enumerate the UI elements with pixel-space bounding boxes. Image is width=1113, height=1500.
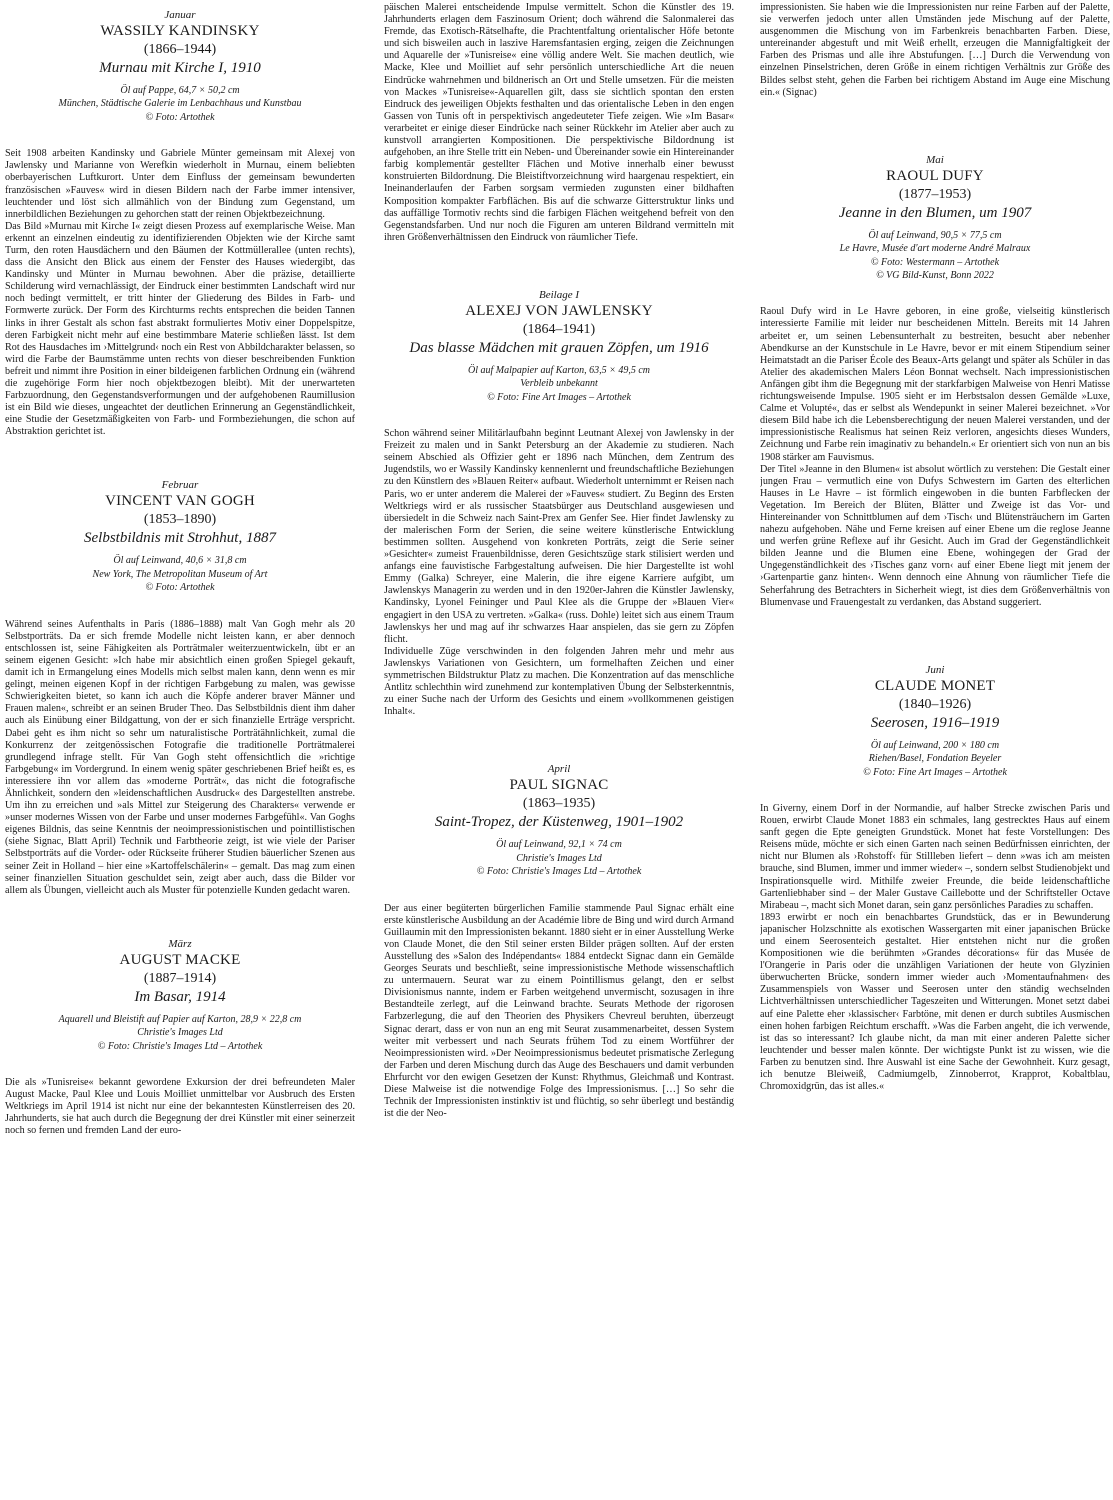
- photo-credit: © Foto: Fine Art Images – Artothek: [863, 766, 1007, 778]
- artist-dates: (1866–1944): [143, 42, 217, 57]
- artwork-medium: Öl auf Malpapier auf Karton, 63,5 × 49,5 cm: [467, 364, 651, 376]
- photo-credit: © Foto: Artothek: [145, 582, 215, 594]
- artwork-location: Riehen/Basel, Fondation Beyeler: [868, 753, 1002, 765]
- body-paragraph: In Giverny, einem Dorf in der Normandie, auf halber Strecke zwischen Paris und Rouen, erwirbt Claude Monet 1883 ein schmales, lang gestrecktes Haus auf einem sanft gegen die Epte geneigten Grundstück. Monet hat feste Vorstellungen: Des Reisens müde, möchte er sich einen Garten nach seinen Bedürfnissen einrichten, der nicht nur Blumen als ›Rohstoff‹ für Stillleben liefert – denn »was ich am meisten brauche, sind Blumen, immer und immer wieder« –, sondern selbst Studienobjekt und Inspirationsquelle wird. Mithilfe zweier Freunde, die beide leidenschaftliche Gartenliebhaber sind – der Maler Gustave Caillebotte und der Schriftsteller Octave Mirabeau –, macht sich Monet daran, sein ganz persönliches Paradies zu schaffen.: [760, 802, 1110, 911]
- artist-dates: (1864–1941): [522, 321, 596, 337]
- entry-maerz: [5, 937, 355, 1053]
- entry-januar: [5, 8, 355, 124]
- artwork-location: München, Städtische Galerie im Lenbachhaus und Kunstbau: [58, 98, 302, 110]
- artist-dates: (1887–1914): [143, 970, 217, 986]
- artwork-location: Verbleib unbekannt: [520, 378, 598, 390]
- photo-credit: © Foto: Westermann – Artothek: [870, 256, 1000, 268]
- artwork-title: Das blasse Mädchen mit grauen Zöpfen, um 1916: [409, 339, 709, 356]
- body-paragraph-continued: impressionisten. Sie haben wie die Impressionisten nur reine Farben auf der Palette, sie verwerfen jedoch unter allen Umständen jede Mischung auf der Palette, ausgenommen die Mischung von im Farbenkreis benachbarten Farben. Diese, untereinander abgestuft und mit Weiß erhellt, erzeugen die Mannigfaltigkeit der Farben des Prismas und alle ihre Abstufungen. […] Durch die Verwendung von einzelnen Pinselstrichen, deren Größe in einem richtigen Verhältnis zur Größe des Bildes selbst steht, gehen die Farben bei richtigem Abstand im Auge eine Mischung ein.« (Signac): [760, 2, 1110, 98]
- artist-name: VINCENT VAN GOGH: [105, 493, 255, 510]
- artwork-title: Murnau mit Kirche I, 1910: [99, 60, 261, 76]
- column-left: [5, 0, 355, 1500]
- month-label: Mai: [926, 153, 944, 166]
- artwork-title: Jeanne in den Blumen, um 1907: [838, 204, 1032, 221]
- artwork-title: Im Basar, 1914: [134, 988, 226, 1005]
- artist-dates: (1863–1935): [522, 796, 596, 812]
- artwork-title: Selbstbildnis mit Strohhut, 1887: [84, 530, 276, 547]
- body-paragraph-continued: päischen Malerei entscheidende Impulse vermittelt. Schon die Künstler des 19. Jahrhunderts erlagen dem Faszinosum Orient; doch während die Salonmalerei das Fremde, das Exotisch-Rätselhafte, die Prachtentfaltung orientalischer Höfe betonte und sich bisweilen auch in laszive Haremsfantasien erging, zeigen die Zeichnungen und Aquarelle der »Tunisreise« eine völlig andere Welt. Sie machen deutlich, wie Macke, Klee und Moilliet auf sehr persönlich unterschiedliche Art die neuen Eindrücke wahrnehmen und bildnerisch an Ort und Stelle umsetzen. Für die meisten von Mackes »Tunisreise«-Aquarellen gilt, dass sie sichtlich spontan den ersten Eindruck des jeweiligen Objekts festhalten und das orientalische Leben in den engen Gassen von Tunis oft in perspektivisch angedeuteter Tiefe zeigen. Wie »Im Basar« verarbeitet er einige dieser Eindrücke nach seiner Rückkehr im Atelier aber auch zu kunstvoll arrangierten Kompositionen. Die perspektivische Bildordnung ist aufgehoben, an ihre Stelle tritt ein Neben- und Übereinander sowie ein Hintereinander farbig komplementär gestellter Flächen und Motive innerhalb einer bewusst konstruierten Bildordnung. Die Bleistiftvorzeichnung wird haargenau respektiert, ein Ineinanderlaufen der Farben sorgsam vermieden zugunsten einer bildhaften Komposition kompakter Farbflächen. Bis auf die schwarze Gitterstruktur links und das auffällige Tormotiv rechts sind die farbigen Flächen weitgehend befreit von den Gegenstandsfarben. Und nur noch die Figuren am unteren Bildrand vermitteln mit ihren Größenverhältnissen den Eindruck von räumlicher Tiefe.: [384, 2, 734, 243]
- month-label: April: [547, 763, 571, 776]
- entry-juni: [760, 663, 1110, 779]
- body-paragraph: Die als »Tunisreise« bekannt gewordene Exkursion der drei befreundeten Maler August Macke, Paul Klee und Louis Moilliet unmittelbar vor Ausbruch des Ersten Weltkriegs im April 1914 ist nicht nur eine der bekanntesten Künstlerreisen des 20. Jahrhunderts, sie hat auch durch die Begegnung der drei Künstler mit einer seinerzeit noch so fernen und fremden Land der euro-: [5, 1077, 355, 1137]
- artist-dates: (1853–1890): [143, 512, 217, 528]
- artwork-title: Saint-Tropez, der Küstenweg, 1901–1902: [434, 814, 684, 831]
- artist-dates: (1840–1926): [898, 696, 972, 712]
- photo-credit: © Foto: Christie's Images Ltd – Artothek: [97, 1040, 263, 1052]
- artwork-medium: Öl auf Leinwand, 40,6 × 31,8 cm: [113, 555, 247, 567]
- body-paragraph: Raoul Dufy wird in Le Havre geboren, in eine große, vielseitig künstlerisch interessierte Familie mit leider nur bescheidenen Mitteln. Bereits mit 14 Jahren arbeitet er, um seinen Lebensunterhalt zu bestreiten, besucht aber nebenher Abendkurse an der Kunstschule in Le Havre, bevor er mit einem Stipendium seiner Heimatstadt an die Pariser École des Beaux-Arts gelangt und später als Schüler in das Atelier des akademischen Malers Léon Bonnat wechselt. Nach impressionistischen Anfängen gibt ihm die Begegnung mit der starkfarbigen Malweise von Henri Matisse richtungsweisende Impulse. 1905 sieht er im Herbstsalon dessen Gemälde »Luxe, Calme et Volupté«, das er selbst als Wendepunkt in seiner Malerei bezeichnet. »Vor diesem Bild habe ich die Lebensberechtigung der neuen Malerei verstanden, und der impressionistische Realismus hat seinen Reiz verloren, angesichts dieses Wunders, Zeichnung und Farbe rein imaginativ zu behandeln.« Er orientiert sich von nun an bis 1908 stärker am Fauvismus.: [760, 306, 1110, 463]
- artwork-title: Seerosen, 1916–1919: [870, 714, 1000, 731]
- body-paragraph: 1893 erwirbt er noch ein benachbartes Grundstück, das er in Bewunderung japanischer Holzschnitte als exotischen Wassergarten mit einer japanischen Brücke und einem Seerosenteich gestaltet. Hier entstehen nicht nur die großen Kompositionen wie die berühmten »Grandes décorations« für das Musée de l'Orangerie in Paris oder die unzähligen Variationen der heute von Glyzinien überwucherten Brücke, sondern immer wieder auch ›Momentaufnahmen‹ des Zusammenspiels von Wasser und Seerosen unter den ständig wechselnden Lichtverhältnissen unterschiedlicher Tageszeiten und Witterungen. Monet setzt dabei auf eine Palette eher ›klassischer‹ Farbtöne, mit denen er durch subtiles Ausmischen einen hohen farbigen Reichtum erschafft. »Was die Farben angeht, die ich verwende, ist das so interessant? Ich glaube nicht, da man mit einer anderen Palette sicher leuchtender und besser malen könnte. Der wichtigste Punkt ist zu wissen, wie die Farben zu benutzen sind. Ihre Auswahl ist eine Sache der Gewohnheit. Kurz gesagt, ich benutze Bleiweiß, Cadmiumgelb, Zinnoberrot, Krapprot, Kobaltblau, Chromoxidgrün, das ist alles.«: [760, 911, 1110, 1093]
- entry-beilage: [384, 288, 734, 404]
- copyright-credit: © VG Bild-Kunst, Bonn 2022: [876, 269, 994, 281]
- month-label: Januar: [164, 9, 196, 21]
- artwork-medium: Öl auf Leinwand, 200 × 180 cm: [870, 739, 1000, 751]
- photo-credit: © Foto: Fine Art Images – Artothek: [487, 391, 631, 403]
- artwork-medium: Öl auf Leinwand, 90,5 × 77,5 cm: [868, 229, 1002, 241]
- artwork-medium: Aquarell und Bleistift auf Papier auf Karton, 28,9 × 22,8 cm: [58, 1013, 302, 1025]
- body-paragraph: Das Bild »Murnau mit Kirche I« zeigt diesen Prozess auf exemplarische Weise. Man erkennt an einzelnen eindeutig zu identifizierenden Objekten wie der Kirche samt Turm, den roten Hausdächern und den Bäumen der Kottmüllerallee (unten rechts), dass die Ansicht den Blick aus einem der Fenster des Hauses wiedergibt, das Kandinsky und Münter in Murnau bewohnen. Aber die präzise, detaillierte Schilderung wird vernachlässigt, der Eindruck einer bestimmten Landschaft wird nur noch bedingt vermittelt, er tritt hinter der Gliederung des Bildes in Farb- und Formwerte zurück. Der Form des Kirchturms rechts entsprechen die beiden Tannen links in ihrer Gestalt als schon fast abstrakt formuliertes Motiv einer Doppelspitze, deren Farbigkeit nicht mehr auf eine bestimmbare Materie schließen lässt. Ist dem Rot des Hausdaches im ›Mittelgrund‹ noch ein Rest von Abbildcharakter belassen, so wird die Farbe der Baumstämme unten rechts von dieser beschreibenden Funktion befreit und nimmt ihre Position in einer bildeigenen farblichen Ordnung ein (während die zugehörige Form hier noch objektbezogen bleibt). Mit der unerwarteten Farbzuordnung, den Gegenstandsverformungen und der aufgehobenen Raumillusion ist ein Bild wie dieses, ungeachtet der deutlichen Erinnerung an Gegenständlichkeit, eine Studie der Gesetzmäßigkeiten von Farb- und Formbeziehungen, die schon auf Abstraktion gerichtet ist.: [5, 220, 355, 438]
- month-label: Februar: [161, 479, 199, 492]
- artist-name: CLAUDE MONET: [874, 677, 996, 694]
- entry-april: [384, 762, 734, 878]
- artwork-location: Christie's Images Ltd: [516, 852, 602, 864]
- artwork-medium: Öl auf Pappe, 64,7 × 50,2 cm: [120, 85, 240, 96]
- month-label: Beilage I: [538, 288, 579, 301]
- body-paragraph: Seit 1908 arbeiten Kandinsky und Gabriele Münter gemeinsam mit Alexej von Jawlensky und Marianne von Werefkin wiederholt in Murnau, einem beliebten oberbayerischen Luftkurort. Unter dem Einfluss der gemeinsam bewunderten französischen »Fauves« wird in diesen Bildern nach der Farbe immer intensiver, leuchtender und löst sich allmählich von der Bindung zum Gegenstand, um innerbildlichen Beziehungen zu gehorchen statt der reinen Objektbezeichnung.: [5, 148, 355, 220]
- body-paragraph: Der Titel »Jeanne in den Blumen« ist absolut wörtlich zu verstehen: Die Gestalt einer jungen Frau – vermutlich eine von Dufys Schwestern im Garten des elterlichen Hauses in Le Havre – ist förmlich eingewoben in die bunten Farbflecken der Vegetation. Im Bereich der Blüten, Blätter und Zweige ist das Vor- und Hintereinander von Schnittblumen auf dem ›Tisch‹ und Blütensträuchern im Garten nahezu aufgehoben. Nähe und Ferne kreisen auf einer Ebene um die reglose Jeanne und werfen grüne Reflexe auf ihr Gesicht. Auch im Grad der Gegenständlichkeit bilden Jeanne und die Blumen eine Ebene, wohingegen der Grad der Ungegenständlichkeit des ›Tisches ganz vorn‹ auf einer Ebene liegt mit jenem der ›Gartenpartie ganz hinten‹. Wenn dennoch eine Ahnung von räumlicher Tiefe die Seherfahrung des Betrachters in Sicherheit wiegt, ist dies dem Größenverhältnis von Blumenvase und Frauengestalt zu verdanken, das Abstand suggeriert.: [760, 463, 1110, 608]
- body-paragraph: Der aus einer begüterten bürgerlichen Familie stammende Paul Signac erhält eine erste künstlerische Ausbildung an der Académie libre de Bing und wird durch Armand Guillaumin mit den Impressionisten bekannt. 1880 sieht er in einer Ausstellung Werke von Claude Monet, die den Stil seiner ersten Bilder prägen sollten. Auf der ersten Ausstellung des »Salon des Indépendants« 1884 entdeckt Signac dann ein Gemälde Georges Seurats und beschließt, seine impressionistische Methode wissenschaftlich zu untermauern. Seurat war zu einem Pointillismus gelangt, den er selbst Divisionismus nannte, indem er Farben weitgehend unvermischt, sozusagen in ihre Bestandteile zerlegt, auf die Leinwand brachte. Seurats Methode der rigorosen Farbzerlegung, die auf den Theorien des Physikers Chevreul beruhten, überzeugt Signac derart, dass er von nun an eng mit Seurat zusammenarbeitet, dessen System weiter mit verbessert und nach Seurats frühem Tod zu einem Wortführer der Neoimpressionisten wird. »Der Neoimpressionismus bedeutet prismatische Zerlegung der Farben und deren Mischung durch das Auge des Beschauers und damit verbunden Ehrfurcht vor den ewigen Gesetzen der Kunst: Rhythmus, Gleichmaß und Kontrast. Diese Malweise ist die notwendige Folge des Impressionismus. […] So sehr die Technik der Impressionisten instinktiv ist und flüchtig, so sehr überlegt und beständig ist die der Neo-: [384, 902, 734, 1120]
- body-paragraph: Individuelle Züge verschwinden in den folgenden Jahren mehr und mehr aus Jawlenskys Variationen von Gesichtern, um formelhaften Zeichen und einer symmetrischen Bildstruktur Platz zu machen. Die Konzentration auf das menschliche Antlitz schlechthin wird zunehmend zur kontemplativen Übung der Selbsterkenntnis, zu einer Suche nach der Urform des Gesichts und einem »vollkommenen geistigen Inhalt«.: [384, 645, 734, 718]
- column-right: [760, 0, 1110, 1500]
- month-label: Juni: [925, 663, 945, 676]
- body-paragraph: Schon während seiner Militärlaufbahn beginnt Leutnant Alexej von Jawlensky in der Freizeit zu malen und in Sankt Petersburg an der Akademie zu studieren. Nach seinem Abschied als Offizier geht er 1896 nach München, dem Zentrum des Jugendstils, wo er Wassily Kandinsky kennenlernt und freundschaftliche Beziehungen zu den Künstlern des »Blauen Reiter« aufbaut. Wiederholt unternimmt er Reisen nach Paris, wo er unter anderem die Malerei der »Fauves« studiert. Zu Beginn des Ersten Weltkriegs wird er als russischer Staatsbürger aus Deutschland ausgewiesen und übersiedelt in die Schweiz nach Saint-Prex am Genfer See. Hier findet Jawlensky zu der malerischen Form der Serien, die seine weitere künstlerische Entwicklung bestimmen sollten. Ausgehend von konkreten Porträts, zeigt die Serie seiner »Gesichter« zumeist Frauenbildnisse, deren Gesichtszüge stark stilisiert werden und anfangs eine fauvistische Farbgestaltung aufweisen. Die hier Dargestellte ist wohl Emmy (Galka) Schreyer, eine Malerin, die ihre eigene Karriere aufgibt, um Jawlenskys Managerin zu werden und in den 1920er-Jahren die Künstler Jawlensky, Kandinsky, Lyonel Feininger und Paul Klee als die Gruppe der »Blauen Vier« engagiert in den USA zu vertreten. »Galka« (russ. Dohle) leitet sich aus einem Traum Jawlenskys her und mag auf ihr schwarzes Haar anspielen, das sie gern zu Zöpfen flicht.: [384, 428, 734, 645]
- artist-dates: (1877–1953): [898, 186, 972, 202]
- artwork-location: New York, The Metropolitan Museum of Art: [92, 568, 268, 580]
- month-label: März: [168, 937, 192, 950]
- column-middle: [384, 0, 734, 1500]
- artwork-location: Le Havre, Musée d'art moderne André Malraux: [839, 243, 1031, 255]
- entry-februar: [5, 478, 355, 594]
- artist-name: PAUL SIGNAC: [509, 777, 609, 794]
- artwork-location: Christie's Images Ltd: [137, 1027, 223, 1039]
- photo-credit: © Foto: Artothek: [145, 111, 215, 123]
- entry-mai: [760, 153, 1110, 283]
- photo-credit: © Foto: Christie's Images Ltd – Artothek: [476, 866, 642, 878]
- artist-name: AUGUST MACKE: [119, 951, 241, 968]
- body-paragraph: Während seines Aufenthalts in Paris (1886–1888) malt Van Gogh mehr als 20 Selbstporträts. Da er sich fremde Modelle nicht leisten kann, er aber dennoch entschlossen ist, seine Fähigkeiten als Porträtmaler weiterzuentwickeln, übt er an seinem eigenen Gesicht: »Ich habe mir absichtlich einen großen Spiegel gekauft, damit ich in Ermangelung eines Modells mich selbst malen kann, denn wenn es mir gelingt, meinen eigenen Kopf in der richtigen Farbgebung zu malen, was gewisse Schwierigkeiten bietet, so kann ich auch die Köpfe anderer braver Männer und Frauen malen«, schreibt er an seinen Bruder Theo. Das Selbstbildnis dient ihm daher auch als Einübung einer Bildgattung, von der er sich finanzielle Erträge verspricht. Dabei geht es ihm nicht so sehr um naturalistische Porträtähnlichkeit, zumal die Konkurrenz der zeitgenössischen Fotografie die traditionelle Porträtmalerei grundlegend infrage stellt. Für Van Gogh steht offensichtlich die »richtige Farbgebung« im Vordergrund. In einem wenig später geschriebenen Brief heißt es, es interessiere ihn vor allem das »moderne Porträt«, das nicht die fotografische Ähnlichkeit, sondern den »leidenschaftlichen Ausdruck« des Dargestellten anstrebe. Um ihn zu erreichen und »als Mittel zur Steigerung des Charakters« verwende er »unser modernes Wissen von der Farbe und unser modernes Farbgefühl«. Van Goghs eigenes Bildnis, das seine Kenntnis der neoimpressionistischen und pointillistischen (siehe Signac, Blatt April) Technik und Farbtheorie zeigt, ist wie viele der Pariser Selbstporträts auf die Vorder- oder Rückseite früherer Studien bäuerlicher Szenen aus seiner Zeit in Holland – hier eine »Kartoffelschälerin« – gemalt. Das mag zum einen seiner finanziellen Situation geschuldet sein, zeigt aber auch, dass die Bilder vor allem als Übungen, vielleicht auch als Muster für potenzielle Kunden gedacht waren.: [5, 618, 355, 896]
- artist-name: WASSILY KANDINSKY: [100, 23, 260, 39]
- artwork-medium: Öl auf Leinwand, 92,1 × 74 cm: [496, 839, 622, 851]
- artist-name: RAOUL DUFY: [886, 167, 984, 184]
- artist-name: ALEXEJ VON JAWLENSKY: [465, 302, 653, 319]
